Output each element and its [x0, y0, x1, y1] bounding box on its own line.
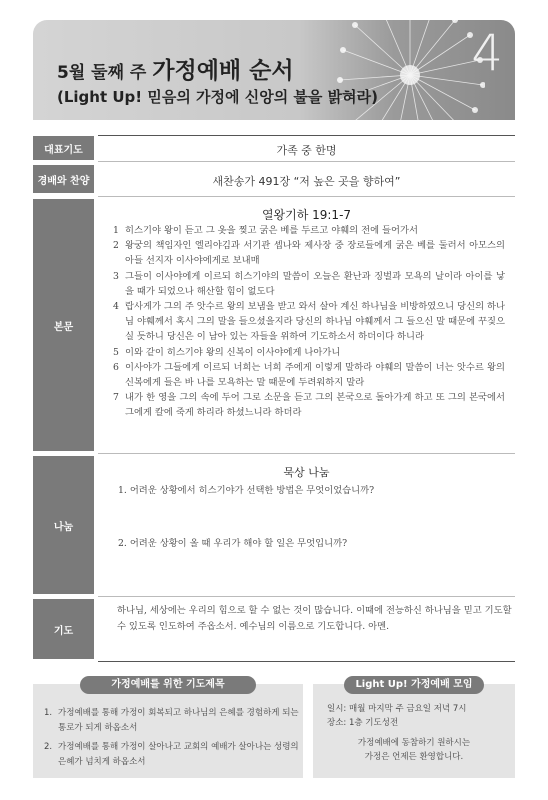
verse-number: 4	[113, 301, 119, 313]
verse-number: 1	[113, 225, 119, 236]
verse-number: 5	[113, 346, 119, 358]
meeting-title: Light Up! 가정예배 모임	[344, 676, 484, 694]
verse	[113, 223, 505, 238]
representative-prayer-value: 가족 중 한명	[276, 144, 337, 157]
meeting-note-line: 가정예배에 동참하기 원하시는	[357, 738, 471, 748]
item-number: 1.	[44, 708, 53, 718]
meeting-place: 장소: 1층 기도성전	[327, 718, 399, 728]
sharing-title: 묵상 나눔	[283, 466, 330, 479]
verse	[113, 238, 505, 268]
lesson-number: 4	[471, 24, 501, 82]
page-subtitle: (Light Up! 믿음의 가정에 신앙의 불을 밝혀라)	[57, 88, 378, 106]
divider	[98, 596, 515, 597]
scripture-verses	[113, 223, 505, 421]
verse-text: 그들이 이사야에게 이르되 히스기야의 말씀이 오늘은 환난과 징벌과 모욕의 날이라 아이를 낳을 때가 되었으나 해산할 힘이 없도다	[125, 270, 505, 297]
verse-number: 2	[113, 240, 119, 252]
label-prayer: 기도	[33, 599, 94, 659]
verse-text: 랍사게가 그의 주 앗수르 왕의 보냄을 받고 와서 살아 계신 하나님을 비방하였으니 당신의 하나님 야훼께서 혹시 그의 말을 들으셨을지라 당신의 하나님 야훼께서 그 들으신 말 때문에 꾸짖으실 듯하니 당신은 이 남아 있는 자들을 위하여 기도하소서 하더이다 하니라	[125, 301, 505, 343]
verse	[113, 269, 505, 299]
verse-text: 이와 같이 히스기야 왕의 신복이 이사야에게 나아가니	[125, 346, 341, 358]
prayer-text: 하나님, 세상에는 우리의 힘으로 할 수 없는 것이 많습니다. 이때에 전능하신 하나님을 믿고 기도할 수 있도록 인도하여 주옵소서. 예수님의 이름으로 기도합니다. 아멘.	[117, 605, 512, 632]
item-number: 2.	[44, 742, 53, 752]
verse-number: 6	[113, 361, 119, 373]
label-hymn: 경배와 찬양	[33, 165, 94, 193]
verse	[113, 390, 505, 420]
verse-number: 3	[113, 270, 119, 282]
sharing-question: 2. 어려운 상황이 올 때 우리가 해야 할 일은 무엇입니까?	[118, 538, 348, 549]
verse-text: 왕궁의 책임자인 엘리야김과 서기관 셉나와 제사장 중 장로들에게 굵은 베를 둘러서 아모스의 아들 선지자 이사야에게로 보내매	[125, 240, 505, 267]
meeting-note-line: 가정은 언제든 환영합니다.	[364, 752, 464, 762]
divider	[98, 161, 515, 162]
scripture-reference: 열왕기하 19:1-7	[261, 208, 352, 222]
item-text: 가정예배를 통해 가정이 회복되고 하나님의 은혜를 경험하게 되는 통로가 되게 하옵소서	[58, 708, 299, 733]
verse	[113, 360, 505, 390]
prayer-topic-item	[44, 706, 299, 736]
label-text: 본문	[33, 199, 94, 451]
divider	[98, 135, 515, 136]
sharing-question: 1. 어려운 상황에서 히스기야가 선택한 방법은 무엇이었습니까?	[118, 485, 375, 496]
page-header	[33, 20, 515, 120]
prayer-topic-item	[44, 740, 299, 770]
verse-text: 히스기야 왕이 듣고 그 옷을 찢고 굵은 베를 두르고 야훼의 전에 들어가서	[125, 225, 418, 236]
divider	[98, 453, 515, 454]
verse-number: 7	[113, 392, 119, 404]
title-text: 가정예배 순서	[152, 58, 294, 84]
label-representative-prayer: 대표기도	[33, 136, 94, 160]
hymn-value: 새찬송가 491장 “저 높은 곳을 향하여”	[212, 175, 401, 188]
verse	[113, 345, 505, 360]
divider	[98, 661, 515, 662]
meeting-time: 일시: 매월 마지막 주 금요일 저녁 7시	[327, 704, 467, 714]
divider	[98, 196, 515, 197]
verse-text: 이사야가 그들에게 이르되 너희는 너희 주에게 이렇게 말하라 야훼의 말씀이 너는 앗수르 왕의 신복에게 들은 바 나를 모욕하는 말 때문에 두려워하지 말라	[125, 361, 505, 389]
verse	[113, 299, 505, 345]
item-text: 가정예배를 통해 가정이 살아나고 교회의 예배가 살아나는 성령의 은혜가 넘치게 하옵소서	[58, 742, 299, 767]
verse-text: 내가 한 영을 그의 속에 두어 그로 소문을 듣고 그의 본국으로 돌아가게 하고 또 그의 본국에서 그에게 칼에 죽게 하리라 하셨느니라 하더라	[125, 392, 505, 419]
week-label: 5월 둘째 주	[57, 63, 147, 83]
prayer-topics-title: 가정예배를 위한 기도제목	[80, 676, 256, 694]
label-sharing: 나눔	[33, 456, 94, 594]
page-title	[57, 52, 294, 85]
